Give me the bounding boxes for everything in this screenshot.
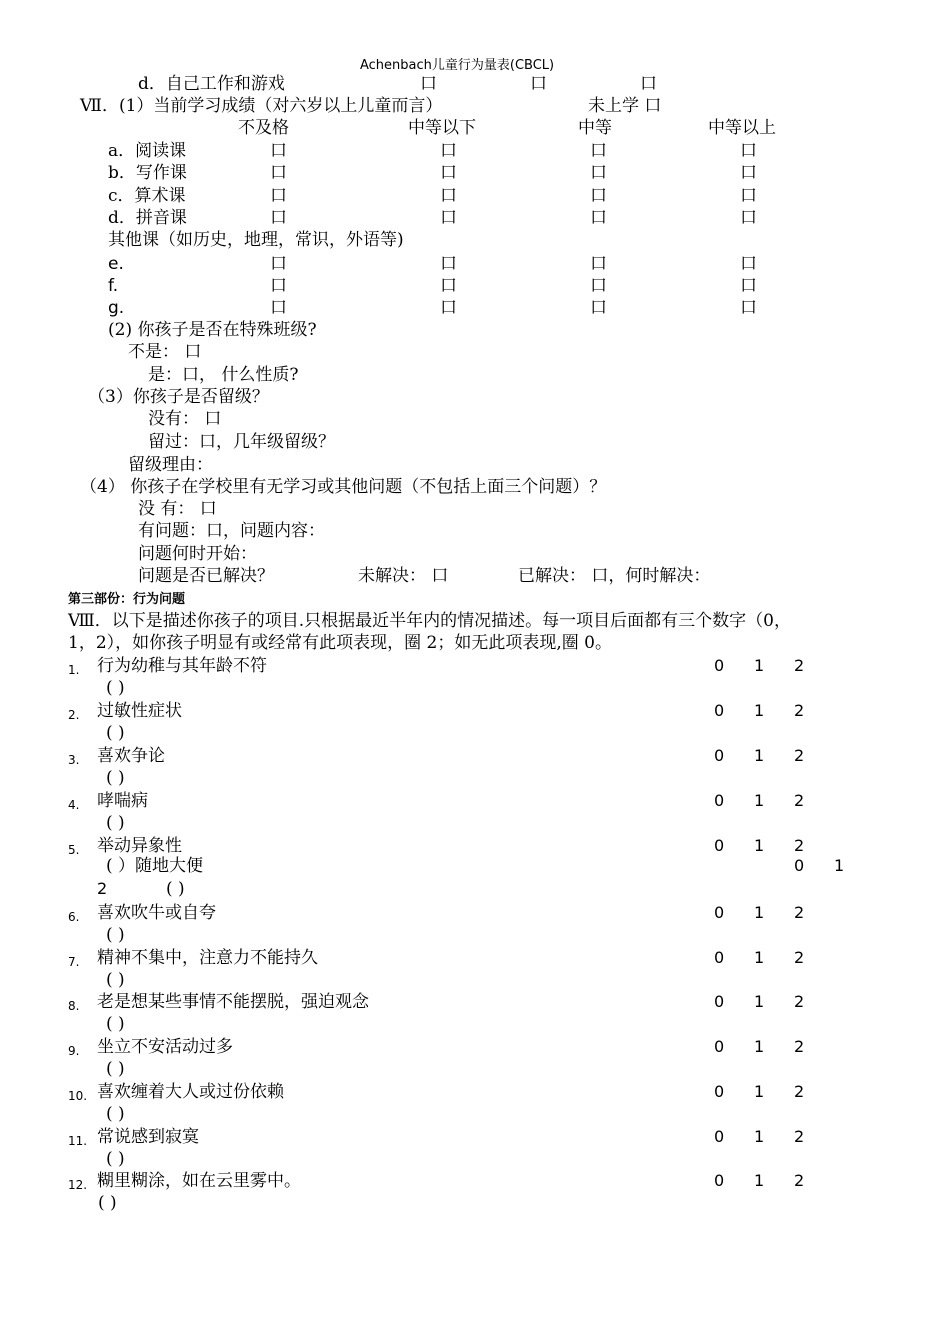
q4-unsolved-option[interactable]: 未解决： 口 [358, 566, 449, 586]
question-4-title: （4） 你孩子在学校里有无学习或其他问题（不包括上面三个问题）？ [80, 477, 607, 497]
answer-parentheses[interactable]: ( ) [98, 1193, 117, 1213]
other-subjects-label: 其他课（如历史，地理，常识，外语等) [108, 230, 404, 250]
item-number: 6. [68, 910, 80, 924]
q3-reason-label: 留级理由： [128, 455, 213, 475]
checkbox[interactable]: 口 [270, 276, 287, 296]
item-number: 9. [68, 1044, 80, 1058]
question-2-title: (2) 你孩子是否在特殊班级? [108, 320, 317, 340]
checkbox[interactable]: 口 [440, 254, 457, 274]
score-option-1[interactable]: 1 [754, 903, 765, 922]
subject-label: b．写作课 [108, 163, 187, 183]
score-option-2[interactable]: 2 [794, 701, 805, 720]
q4-no-option[interactable]: 没 有： 口 [138, 499, 217, 519]
question-3-title: （3）你孩子是否留级？ [88, 387, 269, 407]
checkbox[interactable]: 口 [270, 163, 287, 183]
column-header-average: 中等 [578, 118, 612, 138]
answer-parentheses[interactable]: ( ) [106, 768, 125, 788]
page-header-title: Achenbach儿童行为量表(CBCL) [360, 58, 555, 73]
answer-parentheses[interactable]: ( ) [106, 678, 125, 698]
score-option-0[interactable]: 0 [714, 1037, 725, 1056]
item-number: 1. [68, 663, 80, 677]
item-text: 喜欢争论 [97, 746, 165, 766]
item-text: 举动异象性 [97, 836, 182, 856]
score-option-2[interactable]: 2 [794, 1082, 805, 1101]
checkbox[interactable]: 口 [270, 298, 287, 318]
item-text: 过敏性症状 [97, 701, 182, 721]
answer-parentheses[interactable]: ( ) [166, 879, 185, 899]
checkbox[interactable]: 口 [590, 298, 607, 318]
score-option-2[interactable]: 2 [794, 1127, 805, 1146]
checkbox[interactable]: 口 [640, 74, 657, 94]
item-text: 精神不集中，注意力不能持久 [97, 948, 318, 968]
score-option-1[interactable]: 1 [754, 1171, 765, 1190]
subject-label: e. [108, 254, 124, 274]
score-option-0[interactable]: 0 [714, 1171, 725, 1190]
q4-yes-option[interactable]: 有问题：口，问题内容： [138, 521, 325, 541]
score-option-1[interactable]: 1 [754, 701, 765, 720]
subject-label: f. [108, 276, 119, 296]
checkbox[interactable]: 口 [270, 208, 287, 228]
score-option-2[interactable]: 2 [794, 656, 805, 675]
score-option-2[interactable]: 2 [794, 746, 805, 765]
item-text: 喜欢缠着大人或过份依赖 [97, 1082, 284, 1102]
checkbox[interactable]: 口 [440, 298, 457, 318]
score-option-0[interactable]: 0 [714, 948, 725, 967]
not-in-school-option[interactable]: 未上学 口 [588, 96, 662, 116]
score-option-2[interactable]: 2 [794, 1037, 805, 1056]
score-option-0[interactable]: 0 [714, 992, 725, 1011]
score-option-2[interactable]: 2 [794, 992, 805, 1011]
score-option-2[interactable]: 2 [794, 791, 805, 810]
score-option-2[interactable]: 2 [794, 948, 805, 967]
item-number: 4. [68, 798, 80, 812]
item-number: 2. [68, 708, 80, 722]
score-option-1[interactable]: 1 [754, 948, 765, 967]
checkbox[interactable]: 口 [590, 163, 607, 183]
checkbox[interactable]: 口 [740, 141, 757, 161]
item-text: 哮喘病 [97, 791, 148, 811]
checkbox[interactable]: 口 [590, 141, 607, 161]
checkbox[interactable]: 口 [270, 186, 287, 206]
score-option-2[interactable]: 2 [794, 903, 805, 922]
q2-yes-option[interactable]: 是：口， 什么性质? [148, 365, 299, 385]
q3-yes-option[interactable]: 留过：口，几年级留级？ [148, 432, 335, 452]
score-option-1[interactable]: 1 [754, 836, 765, 855]
column-header-above-average: 中等以上 [708, 118, 776, 138]
checkbox[interactable]: 口 [590, 208, 607, 228]
subject-label: a．阅读课 [108, 141, 187, 161]
score-option-0[interactable]: 0 [714, 746, 725, 765]
item-text: 坐立不安活动过多 [97, 1037, 233, 1057]
checkbox[interactable]: 口 [590, 186, 607, 206]
score-option-1[interactable]: 1 [754, 992, 765, 1011]
checkbox[interactable]: 口 [270, 254, 287, 274]
q4-solved-option[interactable]: 已解决： 口，何时解决： [518, 566, 711, 586]
subject-label: d．拼音课 [108, 208, 187, 228]
score-option-0[interactable]: 0 [714, 1082, 725, 1101]
score-option-1[interactable]: 1 [754, 1127, 765, 1146]
q2-no-option[interactable]: 不是： 口 [128, 342, 202, 362]
score-option-0[interactable]: 0 [714, 656, 725, 675]
checkbox[interactable]: 口 [440, 276, 457, 296]
score-option-1[interactable]: 1 [754, 656, 765, 675]
answer-parentheses[interactable]: ( ) [106, 1149, 125, 1169]
part3-intro-line2: 1，2），如你孩子明显有或经常有此项表现，圈 2；如无此项表现,圈 0。 [68, 633, 612, 653]
q4-solved-question: 问题是否已解决？ [138, 566, 274, 586]
item-number: 8. [68, 999, 80, 1013]
item-text: 行为幼稚与其年龄不符 [97, 656, 267, 676]
score-option-1[interactable]: 1 [834, 856, 845, 875]
checkbox[interactable]: 口 [440, 141, 457, 161]
score-option-2[interactable]: 2 [794, 1171, 805, 1190]
part3-title: 第三部份：行为问题 [68, 592, 186, 607]
question-1-title: Ⅶ．(1）当前学习成绩（对六岁以上儿童而言） [80, 96, 443, 116]
checkbox[interactable]: 口 [530, 74, 547, 94]
checkbox[interactable]: 口 [270, 141, 287, 161]
score-option-0[interactable]: 0 [714, 836, 725, 855]
checkbox[interactable]: 口 [590, 276, 607, 296]
score-option-0[interactable]: 0 [714, 701, 725, 720]
answer-parentheses[interactable]: ( ) [106, 925, 125, 945]
q3-no-option[interactable]: 没有： 口 [148, 409, 222, 429]
checkbox[interactable]: 口 [740, 254, 757, 274]
checkbox[interactable]: 口 [420, 74, 437, 94]
score-option-0[interactable]: 0 [714, 791, 725, 810]
checkbox[interactable]: 口 [740, 276, 757, 296]
item-d-label: d．自己工作和游戏 [138, 74, 285, 94]
answer-parentheses[interactable]: ( ) [106, 813, 125, 833]
score-option-1[interactable]: 1 [754, 1082, 765, 1101]
answer-parentheses[interactable]: ( ) [106, 723, 125, 743]
item-text: 老是想某些事情不能摆脱，强迫观念 [97, 992, 369, 1012]
score-option-0[interactable]: 0 [714, 903, 725, 922]
score-option-1[interactable]: 1 [754, 1037, 765, 1056]
item-text: 常说感到寂寞 [97, 1127, 199, 1147]
answer-parentheses[interactable]: ( ) [106, 970, 125, 990]
checkbox[interactable]: 口 [440, 208, 457, 228]
checkbox[interactable]: 口 [740, 163, 757, 183]
item-text: 糊里糊涂，如在云里雾中。 [97, 1171, 301, 1191]
item-number: 11. [68, 1134, 88, 1148]
subject-label: c．算术课 [108, 186, 186, 206]
column-header-below-average: 中等以下 [408, 118, 476, 138]
checkbox[interactable]: 口 [590, 254, 607, 274]
item-text: 喜欢吹牛或自夸 [97, 903, 216, 923]
item-number: 3. [68, 753, 80, 767]
item-number: 10. [68, 1089, 88, 1103]
subject-label: g. [108, 298, 125, 318]
answer-parentheses[interactable]: ( ) [106, 1014, 125, 1034]
checkbox[interactable]: 口 [440, 186, 457, 206]
score-option-0[interactable]: 0 [794, 856, 805, 875]
item-number: 12. [68, 1178, 88, 1192]
item-number: 5. [68, 843, 80, 857]
score-option-1[interactable]: 1 [754, 746, 765, 765]
checkbox[interactable]: 口 [740, 186, 757, 206]
score-option-2[interactable]: 2 [97, 879, 108, 898]
checkbox[interactable]: 口 [740, 208, 757, 228]
score-option-0[interactable]: 0 [714, 1127, 725, 1146]
score-option-1[interactable]: 1 [754, 791, 765, 810]
checkbox[interactable]: 口 [440, 163, 457, 183]
checkbox[interactable]: 口 [740, 298, 757, 318]
item-number: 7. [68, 955, 80, 969]
score-option-2[interactable]: 2 [794, 836, 805, 855]
answer-parentheses[interactable]: ( ) [106, 1059, 125, 1079]
part3-intro-line1: Ⅷ．以下是描述你孩子的项目.只根据最近半年内的情况描述。每一项目后面都有三个数字（0， [68, 611, 791, 631]
q4-when-label: 问题何时开始： [138, 544, 257, 564]
answer-parentheses[interactable]: ( ) [106, 1104, 125, 1124]
item-5-paren-text[interactable]: ( ）随地大便 [106, 856, 204, 876]
column-header-fail: 不及格 [238, 118, 289, 138]
